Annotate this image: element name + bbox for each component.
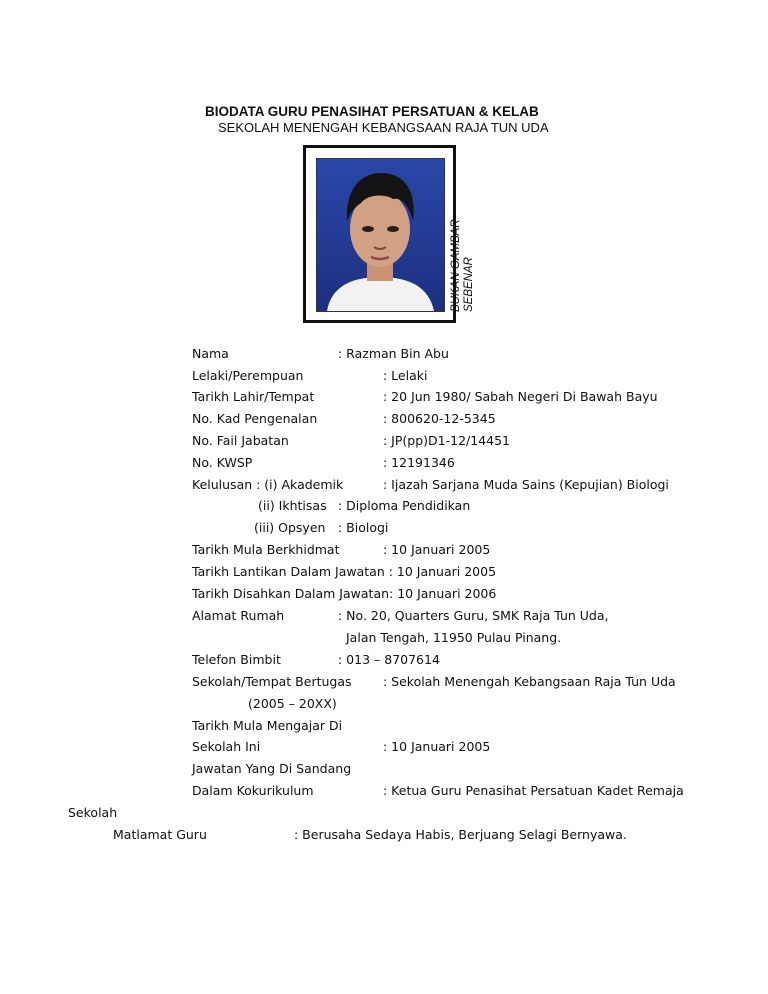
field-value: : Lelaki	[383, 368, 428, 383]
field-label: No. KWSP	[192, 455, 253, 470]
field-value: : Diploma Pendidikan	[338, 498, 471, 513]
field-value-continuation: Jalan Tengah, 11950 Pulau Pinang.	[346, 630, 562, 645]
field-value: : 013 – 8707614	[338, 652, 440, 667]
photo-disclaimer	[450, 219, 476, 312]
field-label: (ii) Ikhtisas	[258, 498, 327, 513]
field-label: No. Kad Pengenalan	[192, 411, 318, 426]
field-label: Alamat Rumah	[192, 608, 285, 623]
field-label-continuation: (2005 – 20XX)	[248, 696, 337, 711]
field-value: : 10 Januari 2005	[383, 739, 491, 754]
page-subtitle: SEKOLAH MENENGAH KEBANGSAAN RAJA TUN UDA	[218, 120, 549, 135]
field-label: Lelaki/Perempuan	[192, 368, 304, 383]
field-label: Jawatan Yang Di Sandang	[192, 761, 352, 776]
field-line: Tarikh Disahkan Dalam Jawatan: 10 Januari 2006	[192, 586, 497, 601]
field-label: Kelulusan : (i) Akademik	[192, 477, 344, 492]
field-label: Sekolah/Tempat Bertugas	[192, 674, 352, 689]
field-label: No. Fail Jabatan	[192, 433, 289, 448]
field-label: Tarikh Mula Berkhidmat	[192, 542, 340, 557]
field-value: : Ketua Guru Penasihat Persatuan Kadet Remaja	[383, 783, 684, 798]
photo-disclaimer-line2: SEBENAR	[463, 257, 475, 312]
field-label: Telefon Bimbit	[192, 652, 281, 667]
field-value: : Biologi	[338, 520, 389, 535]
field-value: : 800620-12-5345	[383, 411, 496, 426]
photo-frame	[303, 145, 456, 323]
field-value: : No. 20, Quarters Guru, SMK Raja Tun Uda,	[338, 608, 609, 623]
field-value: : 12191346	[383, 455, 455, 470]
field-value: : Sekolah Menengah Kebangsaan Raja Tun Uda	[383, 674, 676, 689]
field-value-continuation: Sekolah	[68, 805, 118, 820]
field-value: : 10 Januari 2005	[383, 542, 491, 557]
field-label: Matlamat Guru	[113, 827, 207, 842]
photo-disclaimer-line1: BUKAN GAMBAR	[450, 219, 462, 312]
field-value: : 20 Jun 1980/ Sabah Negeri Di Bawah Bayu	[383, 389, 658, 404]
field-label: Dalam Kokurikulum	[192, 783, 314, 798]
field-value: : Razman Bin Abu	[338, 346, 449, 361]
field-label: Nama	[192, 346, 229, 361]
field-value: : JP(pp)D1-12/14451	[383, 433, 511, 448]
field-label: Tarikh Mula Mengajar Di	[192, 718, 343, 733]
portrait-photo	[316, 158, 445, 312]
field-value: : Ijazah Sarjana Muda Sains (Kepujian) Biologi	[383, 477, 669, 492]
field-value: : Berusaha Sedaya Habis, Berjuang Selagi Bernyawa.	[294, 827, 627, 842]
field-line: Tarikh Lantikan Dalam Jawatan : 10 Januari 2005	[192, 564, 497, 579]
field-label: Tarikh Lahir/Tempat	[192, 389, 315, 404]
field-label: Sekolah Ini	[192, 739, 261, 754]
field-label: (iii) Opsyen	[254, 520, 326, 535]
page-title: BIODATA GURU PENASIHAT PERSATUAN & KELAB	[205, 104, 539, 119]
